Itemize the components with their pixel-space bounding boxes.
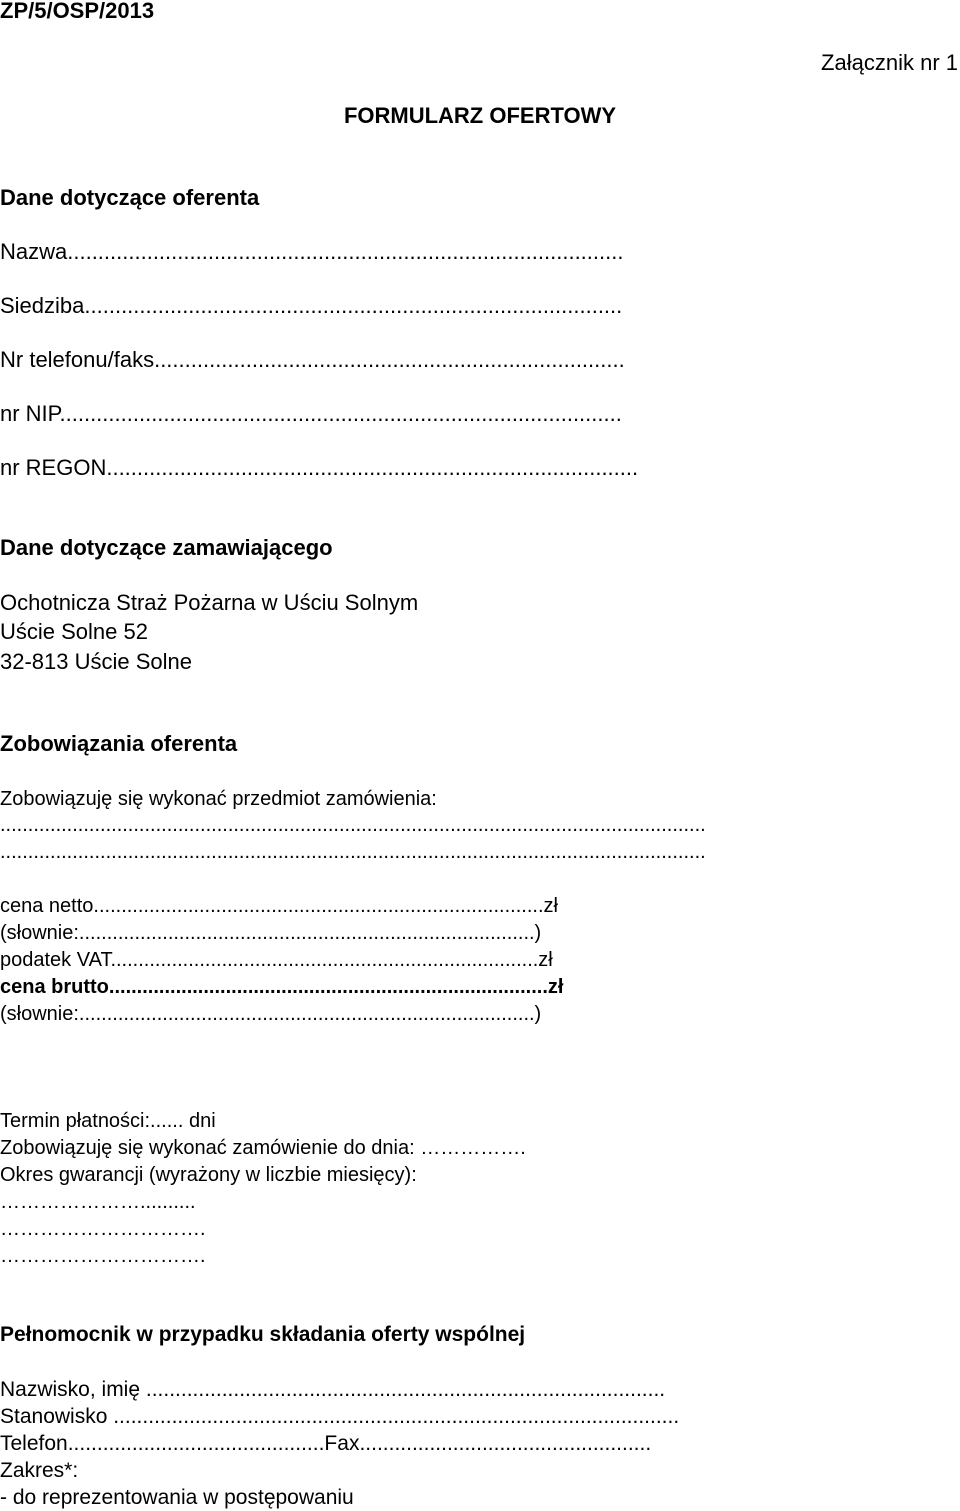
proxy-scope-label: Zakres*: <box>0 1459 79 1482</box>
proxy-surname-field: Nazwisko, imię ......................................................................................... <box>0 1378 666 1401</box>
offeror-seat-field: Siedziba........................................................................................ <box>0 293 623 318</box>
warranty-line2: …………………………. <box>0 1218 206 1240</box>
gross-price-words-field: (słownie:..................................................................................) <box>0 1003 542 1025</box>
document-reference: ZP/5/OSP/2013 <box>0 0 155 23</box>
proxy-position-field: Stanowisko ................................................................................................. <box>0 1405 680 1428</box>
obligations-heading: Zobowiązania oferenta <box>0 731 238 756</box>
attachment-label: Załącznik nr 1 <box>821 50 958 75</box>
offeror-heading: Dane dotyczące oferenta <box>0 185 260 210</box>
orderer-heading: Dane dotyczące zamawiającego <box>0 535 333 560</box>
page-title: FORMULARZ OFERTOWY <box>343 103 617 128</box>
orderer-address-line2: 32-813 Uście Solne <box>0 649 193 674</box>
subject-dots-line2: ............................................................................................................................... <box>0 841 706 863</box>
proxy-heading: Pełnomocnik w przypadku składania oferty wspólnej <box>0 1323 526 1346</box>
orderer-address-line1: Uście Solne 52 <box>0 619 148 644</box>
offeror-nip-field: nr NIP............................................................................................ <box>0 401 622 426</box>
payment-term-field: Termin płatności:...... dni <box>0 1110 216 1132</box>
proxy-phone-fax-field: Telefon............................................Fax.................................................. <box>0 1432 652 1455</box>
obligations-intro: Zobowiązuję się wykonać przedmiot zamówienia: <box>0 788 437 810</box>
gross-price-field: cena brutto...............................................................................zł <box>0 976 564 998</box>
proxy-scope-item: - do reprezentowania w postępowaniu <box>0 1486 354 1509</box>
net-price-words-field: (słownie:..................................................................................) <box>0 922 542 944</box>
vat-field: podatek VAT.............................................................................zł <box>0 949 553 971</box>
subject-dots-line1: ............................................................................................................................... <box>0 814 706 836</box>
orderer-name: Ochotnicza Straż Pożarna w Uściu Solnym <box>0 590 419 615</box>
offeror-regon-field: nr REGON....................................................................................... <box>0 455 639 480</box>
offeror-phone-field: Nr telefonu/faks............................................................................. <box>0 347 625 372</box>
warranty-line1: ………………….......... <box>0 1191 196 1213</box>
net-price-field: cena netto.................................................................................zł <box>0 895 558 917</box>
deadline-field: Zobowiązuję się wykonać zamówienie do dnia: ……………. <box>0 1137 526 1159</box>
warranty-line3: …………………………. <box>0 1245 206 1267</box>
warranty-label: Okres gwarancji (wyrażony w liczbie miesięcy): <box>0 1164 417 1186</box>
offeror-name-field: Nazwa........................................................................................... <box>0 239 624 264</box>
